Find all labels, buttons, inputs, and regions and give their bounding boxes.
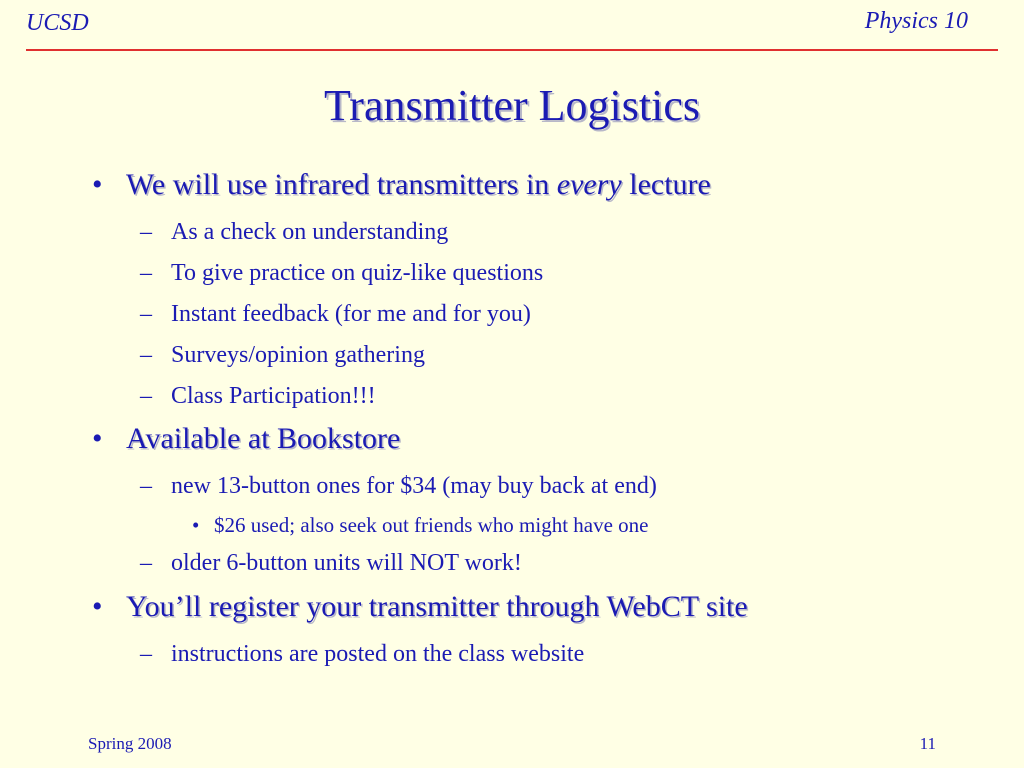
- bullet-marker: •: [92, 168, 103, 201]
- bullet-item: [92, 590, 748, 624]
- dash-marker: –: [140, 301, 152, 327]
- sub-bullet-text: older 6-button units will NOT work!: [171, 550, 522, 576]
- sub-sub-bullet-item: [192, 513, 649, 538]
- sub-bullet-item: [140, 473, 657, 500]
- bullet-marker: •: [92, 422, 103, 455]
- dash-marker: –: [140, 383, 152, 409]
- slide-number: 11: [919, 734, 936, 753]
- bullet-text-part: lecture: [621, 168, 711, 201]
- sub-bullet-text: Instant feedback (for me and for you): [171, 301, 531, 327]
- bullet-item: [92, 422, 400, 456]
- slide-title: Transmitter Logistics: [323, 81, 701, 130]
- sub-bullet-item: [140, 641, 584, 668]
- bullet-text: Available at Bookstore: [126, 422, 401, 455]
- dash-marker: –: [140, 219, 152, 245]
- sub-bullet-text: new 13-button ones for $34 (may buy back at end): [171, 473, 657, 499]
- dash-marker: –: [140, 641, 152, 667]
- header-institution: UCSD: [26, 10, 89, 36]
- sub-bullet-text: Surveys/opinion gathering: [171, 342, 425, 368]
- sub-bullet-text: To give practice on quiz-like questions: [171, 260, 544, 286]
- sub-bullet-text: instructions are posted on the class website: [171, 641, 585, 667]
- bullet-text: [126, 168, 711, 201]
- dash-marker: –: [140, 473, 152, 499]
- sub-bullet-text: As a check on understanding: [171, 219, 449, 245]
- header-course: Physics 10: [864, 8, 968, 34]
- sub-bullet-item: [140, 301, 531, 328]
- dash-marker: –: [140, 342, 152, 368]
- sub-bullet-item: [140, 383, 376, 410]
- dash-marker: –: [140, 550, 152, 576]
- bullet-marker: •: [192, 513, 200, 537]
- bullet-text-emphasis: every: [556, 168, 622, 201]
- footer-date: Spring 2008: [88, 734, 172, 753]
- sub-bullet-item: [140, 342, 425, 369]
- bullet-text-part: We will use infrared transmitters in: [126, 168, 557, 201]
- sub-bullet-item: [140, 219, 448, 246]
- sub-bullet-item: [140, 550, 522, 577]
- sub-bullet-item: [140, 260, 543, 287]
- dash-marker: –: [140, 260, 152, 286]
- sub-sub-bullet-text: $26 used; also seek out friends who might have one: [214, 513, 649, 537]
- bullet-text: You’ll register your transmitter through WebCT site: [126, 590, 748, 623]
- bullet-marker: •: [92, 590, 103, 623]
- sub-bullet-text: Class Participation!!!: [171, 383, 376, 409]
- bullet-item: [92, 168, 711, 202]
